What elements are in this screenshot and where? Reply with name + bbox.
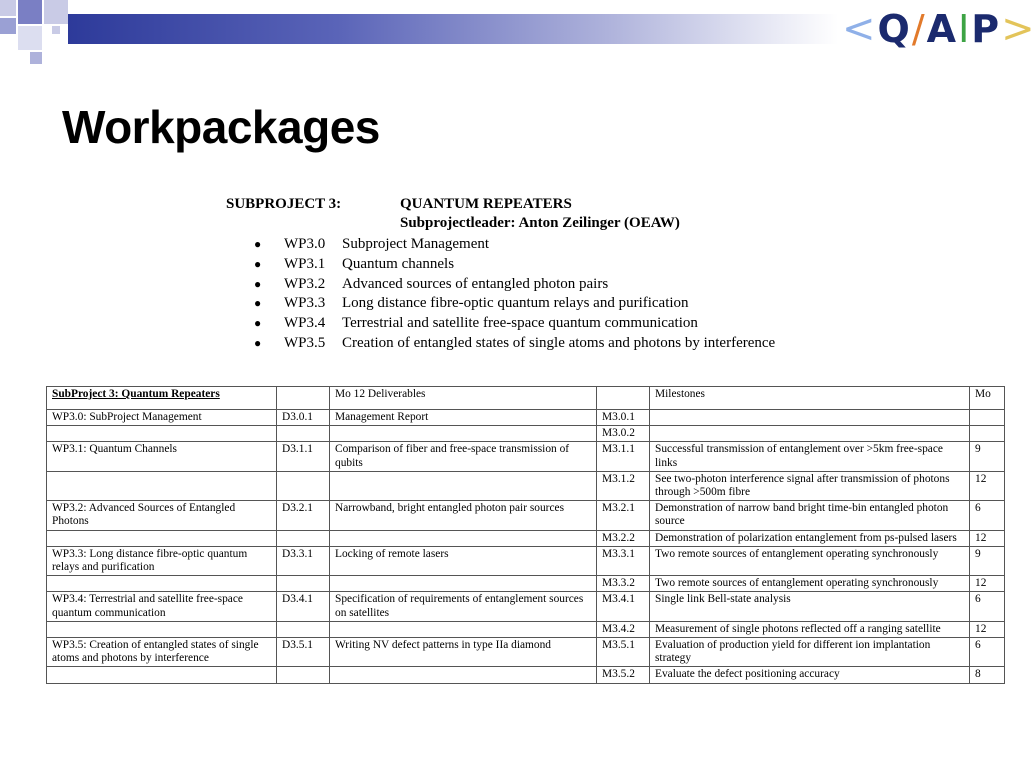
- list-item: ● WP3.5 Creation of entangled states of single atoms and photons by interference: [254, 334, 776, 351]
- table-header-cell: SubProject 3: Quantum Repeaters: [47, 387, 277, 410]
- table-cell: WP3.0: SubProject Management: [47, 410, 277, 426]
- table-cell: D3.0.1: [277, 410, 330, 426]
- table-cell: M3.4.2: [597, 621, 650, 637]
- table-cell: 6: [970, 592, 1005, 621]
- decor-square: [30, 52, 42, 64]
- logo-right-bracket: >: [1001, 6, 1035, 52]
- list-item: ● WP3.1 Quantum channels: [254, 256, 455, 273]
- logo-letter-q: Q: [877, 7, 910, 51]
- subproject-name: QUANTUM REPEATERS: [400, 196, 572, 212]
- table-row: [47, 442, 1005, 471]
- decor-square: [52, 26, 60, 34]
- bullet-icon: ●: [254, 276, 262, 291]
- table-row: [47, 426, 1005, 442]
- table-cell: Two remote sources of entanglement operating synchronously: [650, 576, 970, 592]
- table-cell: [277, 530, 330, 546]
- table-cell: M3.3.1: [597, 546, 650, 575]
- table-cell: M3.2.2: [597, 530, 650, 546]
- table-cell: [330, 471, 597, 500]
- table-cell: [277, 667, 330, 683]
- table-cell: Management Report: [330, 410, 597, 426]
- table-row: [47, 667, 1005, 683]
- subproject-summary: [226, 195, 866, 353]
- table-row: [47, 530, 1005, 546]
- table-body: [47, 410, 1005, 684]
- subproject-leader-row: [226, 214, 866, 233]
- table-header-cell: [277, 387, 330, 410]
- bullet-icon: ●: [254, 335, 262, 350]
- table-cell: [970, 410, 1005, 426]
- subproject-header-row: [226, 195, 866, 214]
- list-item: ● WP3.0 Subproject Management: [254, 236, 490, 253]
- table-cell: Successful transmission of entanglement over >5km free-space links: [650, 442, 970, 471]
- table-cell: [47, 621, 277, 637]
- table-cell: M3.5.2: [597, 667, 650, 683]
- table-row: [47, 501, 1005, 530]
- table-cell: [277, 576, 330, 592]
- table-cell: Demonstration of polarization entanglement from ps-pulsed lasers: [650, 530, 970, 546]
- table-cell: M3.5.1: [597, 638, 650, 667]
- table-cell: 12: [970, 576, 1005, 592]
- decor-square: [0, 18, 16, 34]
- table-cell: [330, 621, 597, 637]
- table-cell: D3.4.1: [277, 592, 330, 621]
- table-cell: 12: [970, 530, 1005, 546]
- table-cell: [330, 576, 597, 592]
- table-cell: [277, 471, 330, 500]
- table-row: [47, 546, 1005, 575]
- table-row: [47, 592, 1005, 621]
- table-cell: M3.4.1: [597, 592, 650, 621]
- logo-left-bracket: <: [842, 6, 876, 52]
- qiap-logo: [842, 6, 1035, 52]
- table-cell: Single link Bell-state analysis: [650, 592, 970, 621]
- table-cell: [277, 621, 330, 637]
- table-cell: Specification of requirements of entanglement sources on satellites: [330, 592, 597, 621]
- subproject-leader: Subprojectleader: Anton Zeilinger (OEAW): [400, 215, 680, 231]
- table-row: [47, 410, 1005, 426]
- decor-square: [18, 26, 42, 50]
- table-cell: [970, 426, 1005, 442]
- logo-separator: /: [911, 7, 925, 51]
- table-cell: 6: [970, 501, 1005, 530]
- table-cell: 12: [970, 471, 1005, 500]
- table-cell: [47, 667, 277, 683]
- table-cell: [330, 667, 597, 683]
- list-item: ● WP3.3 Long distance fibre-optic quantum relays and purification: [254, 295, 689, 312]
- table-header-row: [47, 387, 1005, 410]
- table-header-cell: Milestones: [650, 387, 970, 410]
- table-cell: M3.2.1: [597, 501, 650, 530]
- table-cell: Evaluate the defect positioning accuracy: [650, 667, 970, 683]
- table-cell: WP3.1: Quantum Channels: [47, 442, 277, 471]
- table-cell: [650, 410, 970, 426]
- table-cell: 12: [970, 621, 1005, 637]
- header-gradient-bar: [68, 14, 838, 44]
- table-cell: [330, 530, 597, 546]
- table-cell: 8: [970, 667, 1005, 683]
- table-cell: D3.2.1: [277, 501, 330, 530]
- table-cell: Comparison of fiber and free-space transmission of qubits: [330, 442, 597, 471]
- table-cell: [47, 530, 277, 546]
- table-cell: [330, 426, 597, 442]
- table-cell: [650, 426, 970, 442]
- table-cell: WP3.4: Terrestrial and satellite free-space quantum communication: [47, 592, 277, 621]
- table-header-cell: [597, 387, 650, 410]
- list-item: ● WP3.4 Terrestrial and satellite free-space quantum communication: [254, 315, 698, 332]
- table-cell: Narrowband, bright entangled photon pair sources: [330, 501, 597, 530]
- table-cell: 9: [970, 442, 1005, 471]
- logo-letter-p: P: [971, 7, 1000, 51]
- table-row: [47, 621, 1005, 637]
- table-cell: M3.1.2: [597, 471, 650, 500]
- workpackage-list: [254, 235, 866, 353]
- table-cell: WP3.3: Long distance fibre-optic quantum relays and purification: [47, 546, 277, 575]
- table-cell: Measurement of single photons reflected off a ranging satellite: [650, 621, 970, 637]
- table-header-cell: Mo 12 Deliverables: [330, 387, 597, 410]
- table-cell: See two-photon interference signal after transmission of photons through >500m fibre: [650, 471, 970, 500]
- table-cell: M3.1.1: [597, 442, 650, 471]
- decor-square: [18, 0, 42, 24]
- table-cell: 6: [970, 638, 1005, 667]
- decor-square: [0, 0, 16, 16]
- table-cell: WP3.5: Creation of entangled states of single atoms and photons by interference: [47, 638, 277, 667]
- bullet-icon: ●: [254, 316, 262, 331]
- table-cell: Evaluation of production yield for different ion implantation strategy: [650, 638, 970, 667]
- logo-letter-a: A: [926, 7, 957, 51]
- table-cell: D3.3.1: [277, 546, 330, 575]
- page-title: Workpackages: [62, 101, 380, 153]
- table-cell: M3.0.2: [597, 426, 650, 442]
- bullet-icon: ●: [254, 257, 262, 272]
- table-row: [47, 471, 1005, 500]
- table-cell: [277, 426, 330, 442]
- table-cell: Writing NV defect patterns in type IIa diamond: [330, 638, 597, 667]
- table-cell: Locking of remote lasers: [330, 546, 597, 575]
- decor-square: [44, 0, 68, 24]
- table-row: [47, 576, 1005, 592]
- subproject-label: SUBPROJECT 3:: [226, 196, 342, 212]
- workpackage-table: [46, 386, 1005, 684]
- table-header-cell: Mo: [970, 387, 1005, 410]
- table-cell: Demonstration of narrow band bright time-bin entangled photon source: [650, 501, 970, 530]
- table-row: [47, 638, 1005, 667]
- table-cell: 9: [970, 546, 1005, 575]
- table-cell: D3.5.1: [277, 638, 330, 667]
- list-item: ● WP3.2 Advanced sources of entangled photon pairs: [254, 275, 609, 292]
- table-cell: M3.3.2: [597, 576, 650, 592]
- bullet-icon: ●: [254, 296, 262, 311]
- table-cell: [47, 471, 277, 500]
- table-cell: [47, 576, 277, 592]
- table-cell: Two remote sources of entanglement operating synchronously: [650, 546, 970, 575]
- table-cell: WP3.2: Advanced Sources of Entangled Photons: [47, 501, 277, 530]
- table-cell: M3.0.1: [597, 410, 650, 426]
- table-cell: D3.1.1: [277, 442, 330, 471]
- table-cell: [47, 426, 277, 442]
- bullet-icon: ●: [254, 237, 262, 252]
- logo-separator: I: [958, 7, 970, 51]
